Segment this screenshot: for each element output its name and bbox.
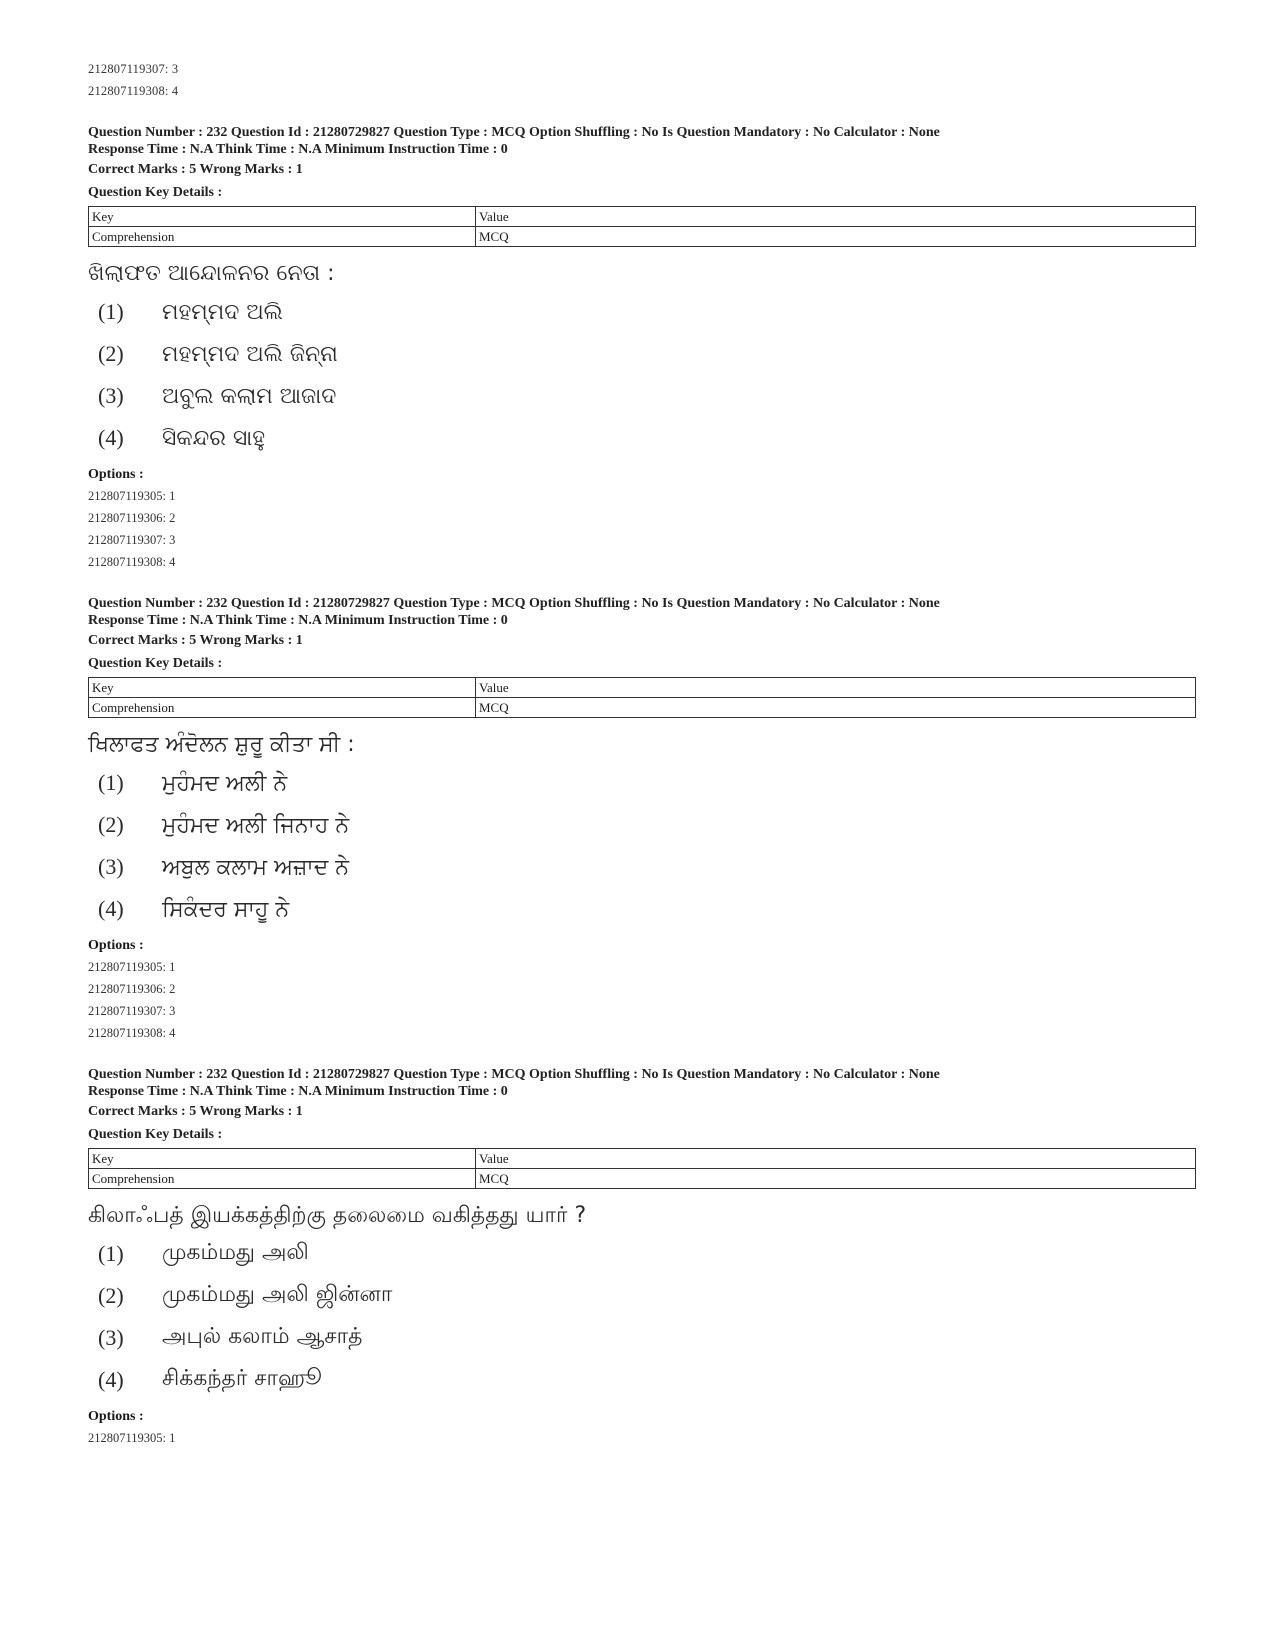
option-number: (4) bbox=[98, 1367, 124, 1392]
option-id-line: 212807119308: 4 bbox=[88, 1026, 176, 1040]
top-option-ids bbox=[88, 58, 1188, 102]
question-content bbox=[88, 1199, 1188, 1401]
option-text: ਮੁਹੰਮਦ ਅਲੀ ਨੇ bbox=[162, 770, 288, 796]
option-text: ਸਿਕੰਦਰ ਸਾਹੂ ਨੇ bbox=[162, 896, 290, 922]
option-text: முகம்மது அலி bbox=[162, 1240, 309, 1265]
question-text: கிலாஃபத் இயக்கத்திற்கு தலைமை வகித்தது யார் ? bbox=[88, 1203, 587, 1228]
answer-option bbox=[88, 1233, 1188, 1275]
meta-line-2: Response Time : N.A Think Time : N.A Minimum Instruction Time : 0 bbox=[88, 142, 508, 157]
question-text: ਖਿਲਾਫਤ ਅੰਦੋਲਨ ਸ਼ੁਰੂ ਕੀਤਾ ਸੀ : bbox=[88, 732, 355, 757]
table-header-value: Value bbox=[476, 1149, 1196, 1169]
option-text: முகம்மது அலி ஜின்னா bbox=[162, 1282, 393, 1307]
options-label: Options : bbox=[88, 467, 144, 482]
option-number: (3) bbox=[98, 1325, 124, 1350]
question-meta bbox=[88, 595, 1188, 629]
option-number: (4) bbox=[98, 896, 124, 921]
answer-option bbox=[88, 804, 1188, 846]
document-page bbox=[88, 58, 1188, 1449]
option-number: (1) bbox=[98, 770, 124, 795]
question-block-punjabi bbox=[88, 595, 1188, 1044]
key-details-table bbox=[88, 1148, 1196, 1189]
option-id-line: 212807119308: 4 bbox=[88, 555, 176, 569]
option-number: (4) bbox=[98, 425, 124, 450]
answer-option bbox=[88, 888, 1188, 930]
answer-option bbox=[88, 375, 1188, 417]
answer-option bbox=[88, 291, 1188, 333]
key-details-table bbox=[88, 206, 1196, 247]
option-number: (1) bbox=[98, 1241, 124, 1266]
table-header-value: Value bbox=[476, 207, 1196, 227]
option-id-line: 212807119307: 3 bbox=[88, 62, 179, 76]
table-header-key: Key bbox=[89, 207, 476, 227]
key-details-table bbox=[88, 677, 1196, 718]
table-cell-value: MCQ bbox=[476, 1169, 1196, 1189]
table-header-key: Key bbox=[89, 1149, 476, 1169]
question-meta bbox=[88, 1066, 1188, 1100]
answer-option bbox=[88, 846, 1188, 888]
marks-line: Correct Marks : 5 Wrong Marks : 1 bbox=[88, 162, 303, 177]
option-text: ਮੁਹੰਮਦ ਅਲੀ ਜਿਨਾਹ ਨੇ bbox=[162, 812, 350, 838]
option-text: ମହମ୍ମଦ ଅଲି bbox=[162, 299, 283, 325]
table-header-value: Value bbox=[476, 678, 1196, 698]
meta-line-1: Question Number : 232 Question Id : 21280729827 Question Type : MCQ Option Shuffling : No Is Question Mandatory : No Calculator : None bbox=[88, 596, 940, 611]
marks-line: Correct Marks : 5 Wrong Marks : 1 bbox=[88, 633, 303, 648]
option-id-line: 212807119305: 1 bbox=[88, 489, 176, 503]
question-block-odia bbox=[88, 124, 1188, 573]
option-id-line: 212807119305: 1 bbox=[88, 1431, 176, 1445]
option-text: ସିକନ୍ଦର ସାହୁ bbox=[162, 425, 266, 451]
option-id-list bbox=[88, 956, 1188, 1044]
option-text: ଅବୁଲ କଲାମ ଆଜାଦ bbox=[162, 383, 337, 409]
meta-line-1: Question Number : 232 Question Id : 21280729827 Question Type : MCQ Option Shuffling : No Is Question Mandatory : No Calculator : None bbox=[88, 1067, 940, 1082]
answer-option bbox=[88, 1275, 1188, 1317]
option-id-line: 212807119308: 4 bbox=[88, 84, 179, 98]
option-number: (3) bbox=[98, 854, 124, 879]
question-content bbox=[88, 257, 1188, 459]
table-cell-key: Comprehension bbox=[89, 698, 476, 718]
meta-line-1: Question Number : 232 Question Id : 21280729827 Question Type : MCQ Option Shuffling : No Is Question Mandatory : No Calculator : None bbox=[88, 125, 940, 140]
question-block-tamil bbox=[88, 1066, 1188, 1449]
table-cell-value: MCQ bbox=[476, 227, 1196, 247]
option-text: ମହମ୍ମଦ ଅଲି ଜିନ୍ନା bbox=[162, 341, 338, 367]
option-number: (2) bbox=[98, 341, 124, 366]
option-text: ਅਬੁਲ ਕਲਾਮ ਅਜ਼ਾਦ ਨੇ bbox=[162, 854, 350, 880]
answer-option bbox=[88, 1317, 1188, 1359]
question-meta bbox=[88, 124, 1188, 158]
key-details-label: Question Key Details : bbox=[88, 1127, 223, 1142]
option-id-line: 212807119307: 3 bbox=[88, 1004, 176, 1018]
option-id-line: 212807119305: 1 bbox=[88, 960, 176, 974]
option-number: (2) bbox=[98, 1283, 124, 1308]
meta-line-2: Response Time : N.A Think Time : N.A Minimum Instruction Time : 0 bbox=[88, 1084, 508, 1099]
option-number: (1) bbox=[98, 299, 124, 324]
meta-line-2: Response Time : N.A Think Time : N.A Minimum Instruction Time : 0 bbox=[88, 613, 508, 628]
option-number: (2) bbox=[98, 812, 124, 837]
option-id-list bbox=[88, 1427, 1188, 1449]
answer-option bbox=[88, 417, 1188, 459]
question-content bbox=[88, 728, 1188, 930]
option-id-line: 212807119306: 2 bbox=[88, 511, 176, 525]
option-id-line: 212807119306: 2 bbox=[88, 982, 176, 996]
table-cell-key: Comprehension bbox=[89, 227, 476, 247]
table-cell-key: Comprehension bbox=[89, 1169, 476, 1189]
key-details-label: Question Key Details : bbox=[88, 185, 223, 200]
question-text: ଖିଲାଫତ ଆନ୍ଦୋଳନର ନେତା : bbox=[88, 261, 335, 286]
options-label: Options : bbox=[88, 938, 144, 953]
answer-option bbox=[88, 333, 1188, 375]
answer-option bbox=[88, 762, 1188, 804]
key-details-label: Question Key Details : bbox=[88, 656, 223, 671]
marks-line: Correct Marks : 5 Wrong Marks : 1 bbox=[88, 1104, 303, 1119]
option-id-line: 212807119307: 3 bbox=[88, 533, 176, 547]
option-text: சிக்கந்தர் சாஹூ bbox=[162, 1366, 322, 1391]
option-text: அபுல் கலாம் ஆசாத் bbox=[162, 1324, 363, 1349]
table-header-key: Key bbox=[89, 678, 476, 698]
options-label: Options : bbox=[88, 1409, 144, 1424]
option-number: (3) bbox=[98, 383, 124, 408]
answer-option bbox=[88, 1359, 1188, 1401]
option-id-list bbox=[88, 485, 1188, 573]
table-cell-value: MCQ bbox=[476, 698, 1196, 718]
